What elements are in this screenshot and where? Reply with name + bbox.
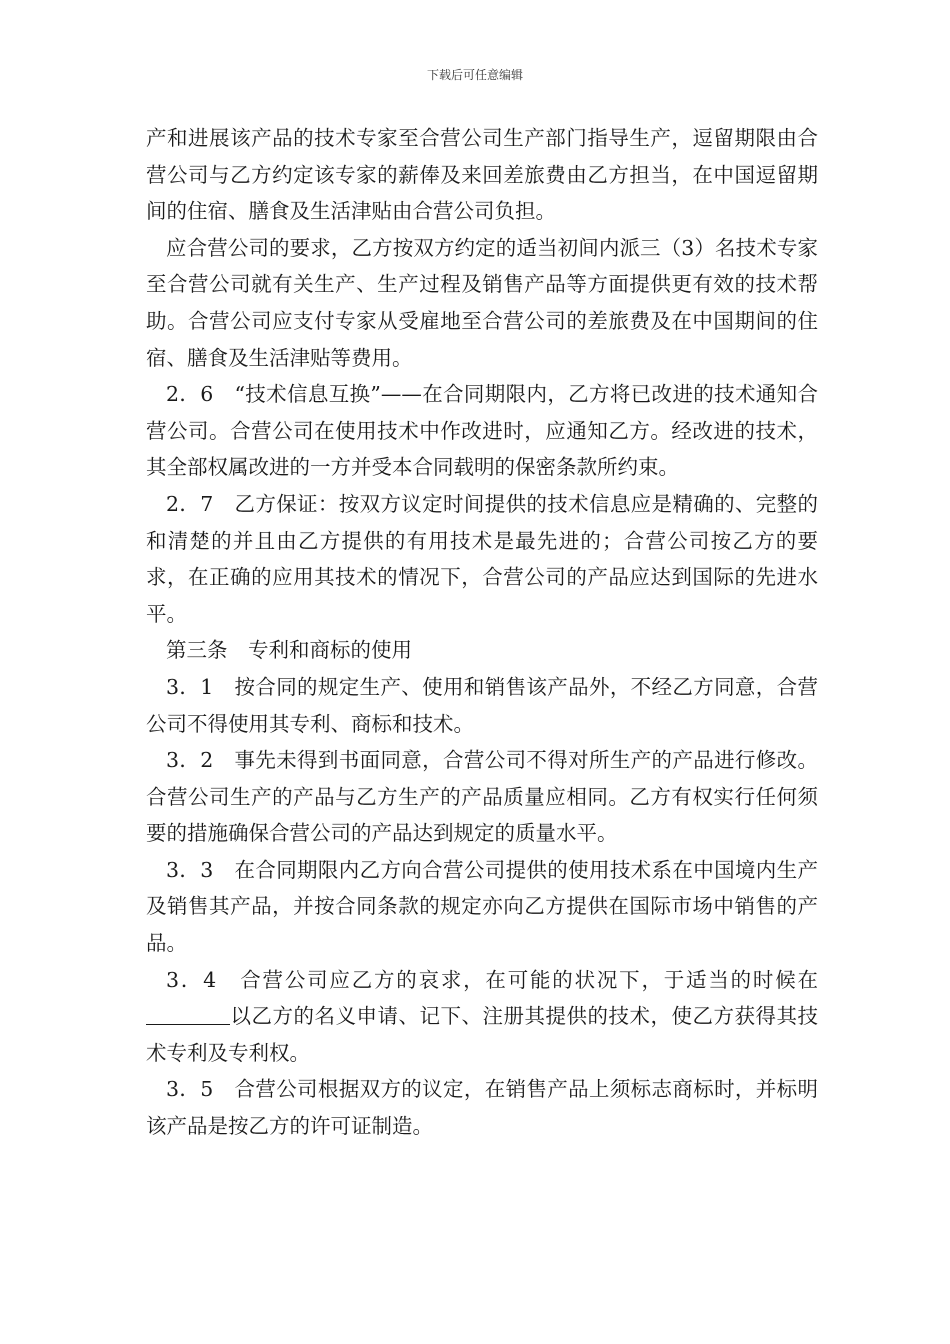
clause-3-5: 3．5 合营公司根据双方的议定，在销售产品上须标志商标时，并标明该产品是按乙方的许可证制造。	[146, 1077, 818, 1139]
fill-in-blank[interactable]	[146, 1002, 230, 1025]
document-body	[146, 120, 818, 1145]
clause-3-2: 3．2 事先未得到书面同意，合营公司不得对所生产的产品进行修改。合营公司生产的产品与乙方生产的产品质量应相同。乙方有权实行任何须要的措施确保合营公司的产品达到规定的质量水平。	[146, 748, 818, 846]
clause-3-1: 3．1 按合同的规定生产、使用和销售该产品外，不经乙方同意，合营公司不得使用其专利、商标和技术。	[146, 674, 818, 736]
article-3-heading: 第三条 专利和商标的使用	[166, 638, 412, 663]
clause-3-4	[146, 962, 818, 1072]
paragraph-continuation: 产和进展该产品的技术专家至合营公司生产部门指导生产，逗留期限由合营公司与乙方约定该专家的薪俸及来回差旅费由乙方担当，在中国逗留期间的住宿、膳食及生活津贴由合营公司负担。	[146, 126, 818, 224]
clause-3-3: 3．3 在合同期限内乙方向合营公司提供的使用技术系在中国境内生产及销售其产品，并按合同条款的规定亦向乙方提供在国际市场中销售的产品。	[146, 857, 818, 956]
page-header: 下载后可任意编辑	[426, 68, 523, 82]
clause-2-6: 2．6 “技术信息互换”——在合同期限内，乙方将已改进的技术通知合营公司。合营公司在使用技术中作改进时，应通知乙方。经改进的技术，其全部权属改进的一方并受本合同载明的保密条款所约束。	[146, 382, 818, 480]
clause-2-7: 2．7 乙方保证：按双方议定时间提供的技术信息应是精确的、完整的和清楚的并且由乙方提供的有用技术是最先进的；合营公司按乙方的要求，在正确的应用其技术的情况下，合营公司的产品应达到国际的先进水平。	[146, 491, 818, 626]
clause-3-4-after-blank: 以乙方的名义申请、记下、注册其提供的技术，使乙方获得其技术专利及专利权。	[146, 1004, 818, 1065]
paragraph-technical-experts: 应合营公司的要求，乙方按双方约定的适当初间内派三（3）名技术专家至合营公司就有关生产、生产过程及销售产品等方面提供更有效的技术帮助。合营公司应支付专家从受雇地至合营公司的差旅费及在中国期间的住宿、膳食及生活津贴等费用。	[146, 235, 818, 370]
clause-3-4-before-blank: 3．4 合营公司应乙方的哀求，在可能的状况下，于适当的时候在	[166, 967, 818, 992]
